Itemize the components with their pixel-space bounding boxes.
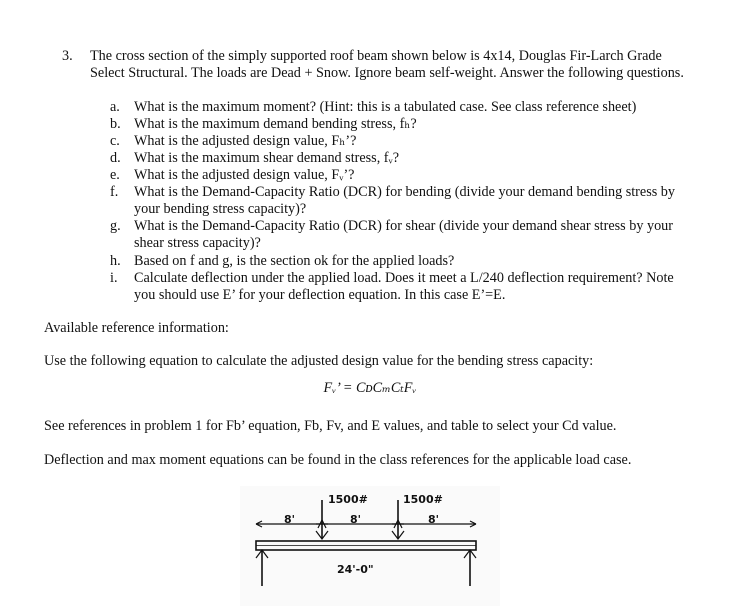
segment-1-label: 8' xyxy=(284,513,296,526)
question-letter: e. xyxy=(110,167,120,183)
reference-heading: Available reference information: xyxy=(44,320,229,336)
question-letter: a. xyxy=(110,99,120,115)
question-text: What is the adjusted design value, Fᵥ’? xyxy=(134,167,355,183)
question-text: Based on f and g, is the section ok for the applied loads? xyxy=(134,253,455,269)
question-letter: f. xyxy=(110,184,119,200)
question-letter: d. xyxy=(110,150,121,166)
question-letter: b. xyxy=(110,116,121,132)
question-letter: g. xyxy=(110,218,121,234)
segment-2-label: 8' xyxy=(350,513,362,526)
beam-sketch xyxy=(240,486,500,606)
question-text: What is the Demand-Capacity Ratio (DCR) for shear (divide your demand shear stress by your shear stress capacity)? xyxy=(134,218,673,251)
question-letter: i. xyxy=(110,270,118,286)
equation-intro: Use the following equation to calculate the adjusted design value for the bending stress capacity: xyxy=(44,353,594,369)
problem-intro: The cross section of the simply supported roof beam shown below is 4x14, Douglas Fir-Larch Grade Select Structural. The loads are Dead + Snow. Ignore beam self-weight. Answer the following questions. xyxy=(90,48,684,81)
span-label: 24'-0" xyxy=(337,563,374,576)
question-text: What is the maximum shear demand stress, fᵥ? xyxy=(134,150,399,166)
question-text: What is the maximum moment? (Hint: this is a tabulated case. See class reference sheet) xyxy=(134,99,637,115)
question-text: What is the maximum demand bending stress, fₕ? xyxy=(134,116,417,132)
question-text: What is the adjusted design value, Fₕ’? xyxy=(134,133,357,149)
load-left-label: 1500# xyxy=(328,493,368,506)
load-right-label: 1500# xyxy=(403,493,443,506)
question-letter: c. xyxy=(110,133,120,149)
problem-number: 3. xyxy=(62,48,73,64)
question-letter: h. xyxy=(110,253,121,269)
deflection-note: Deflection and max moment equations can be found in the class references for the applicable load case. xyxy=(44,452,632,468)
segment-3-label: 8' xyxy=(428,513,440,526)
adjusted-design-equation: Fᵥ’ = CᴅCₘCₜFᵥ xyxy=(323,380,417,396)
see-references-note: See references in problem 1 for Fb’ equation, Fb, Fv, and E values, and table to select your Cd value. xyxy=(44,418,617,434)
question-text: Calculate deflection under the applied load. Does it meet a L/240 deflection requirement? Note you should use E’ for your deflection equation. In this case E’=E. xyxy=(134,270,674,303)
sketch-background xyxy=(240,486,500,606)
question-text: What is the Demand-Capacity Ratio (DCR) for bending (divide your demand bending stress by your bending stress capacity)? xyxy=(134,184,675,217)
